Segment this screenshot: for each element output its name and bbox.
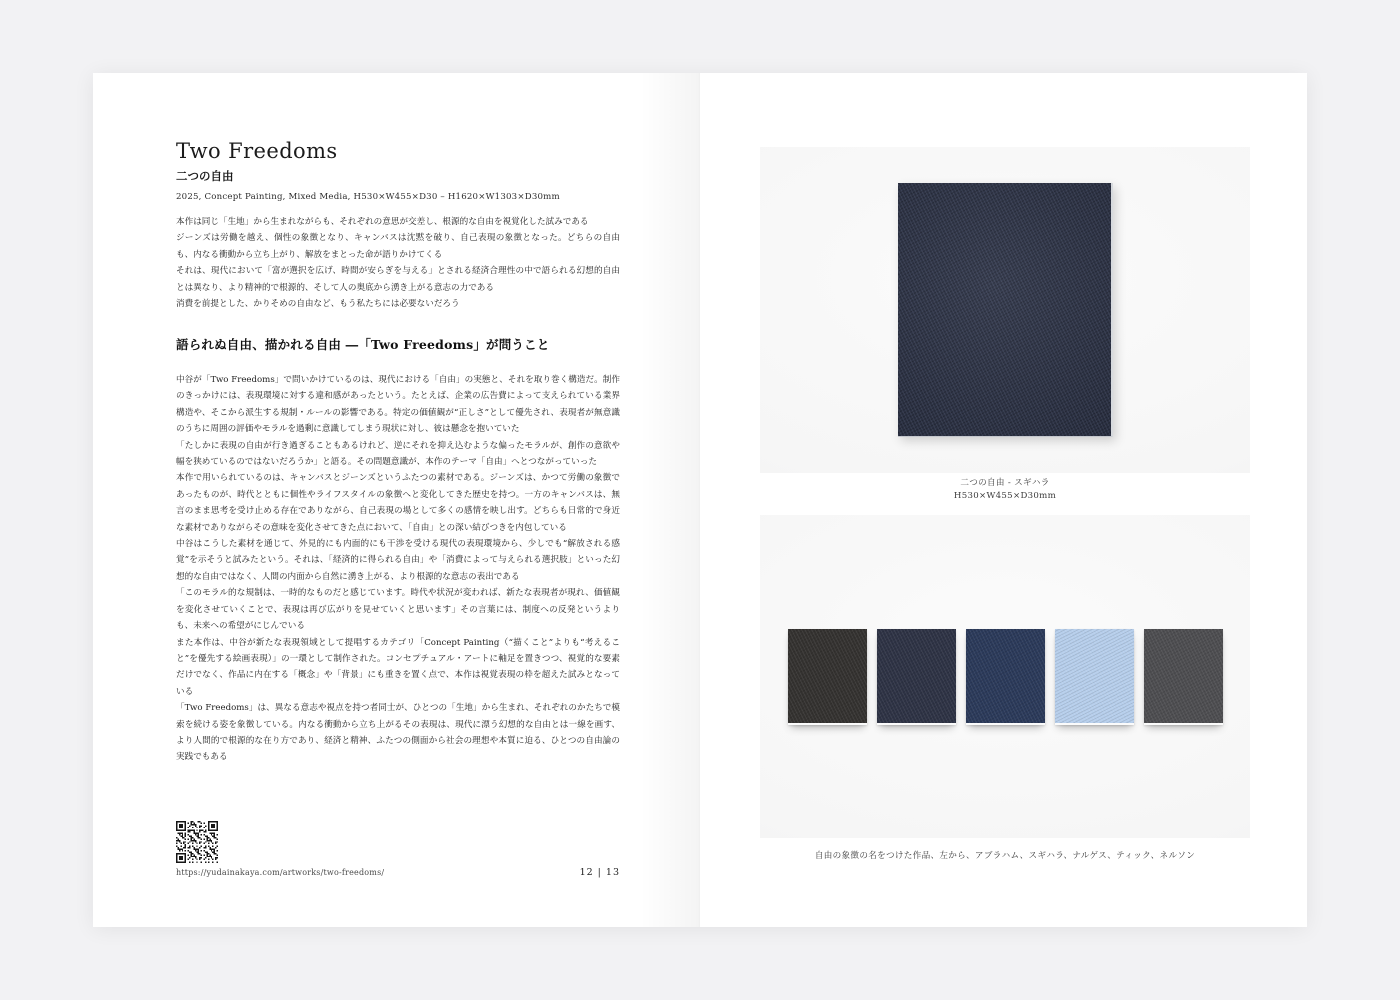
body-paragraph: 「Two Freedoms」は、異なる意志や視点を持つ者同士が、ひとつの「生地」から生まれ、それぞれのかたちで模索を続ける姿を象徴している。内なる衝動から立ち上がるその表現は、現代に漂う幻想的な自由とは一線を画す、より人間的で根源的な在り方であり、経済と精神、ふたつの側面から社会の理想や本質に迫る、ひとつの自由論の実践でもある [176, 703, 620, 763]
artwork-caption-dimensions: H530×W455×D30mm [953, 491, 1057, 501]
body-paragraph: 「このモラル的な規制は、一時的なものだと感じています。時代や状況が変われば、新たな表現者が現れ、価値観を変化させていくことで、表現は再び広がりを見せていくと思います」その言葉には、制度への反発というよりも、未来への希望がにじんでいる [176, 588, 620, 632]
body-paragraph: また本作は、中谷が新たな表現領域として提唱するカテゴリ「Concept Painting（“描くこと”よりも“考えること”を優先する絵画表現）」の一環として制作された。コンセプチュアル・アートに軸足を置きつつ、視覚的な要素だけでなく、作品に内在する「概念」や「背景」にも重きを置く点で、本作は視覚表現の枠を超えた試みとなっている [176, 637, 620, 697]
body-paragraph: 「たしかに表現の自由が行き過ぎることもあるけれど、逆にそれを抑え込むような偏ったモラルが、創作の意欲や幅を狭めているのではないだろうか」と語る。その問題意識が、本作のテーマ「自由」へとつながっていった [176, 440, 620, 468]
artwork-photo-panel [760, 147, 1250, 473]
page-subtitle-japanese: 二つの自由 [176, 169, 234, 183]
artwork-caption [760, 477, 1250, 503]
body-paragraph: 中谷はこうした素材を通じて、外見的にも内面的にも干渉を受ける現代の表現環境から、少しでも“解放される感覚”を示そうと試みたという。それは、「経済的に得られる自由」や「消費によって与えられる選択肢」といった幻想的な自由ではなく、人間の内面から自然に湧き上がる、より根源的な意志の表出である [176, 539, 620, 582]
body-paragraphs [176, 372, 620, 766]
body-paragraph: 中谷が「Two Freedoms」で問いかけているのは、現代における「自由」の実態と、それを取り巻く構造だ。制作のきっかけには、表現環境に対する違和感があったという。たとえば、企業の広告費によって支えられている業界構造や、そこから派生する規制・ルールの影響である。特定の価値観が“正しさ”として優先され、表現者が無意識のうちに周囲の評価やモラルを過剰に意識してしまう現状に対し、彼は懸念を抱いていた [176, 375, 620, 435]
footer-row [176, 867, 620, 878]
catalog-spread [93, 73, 1307, 927]
artwork-url-link[interactable]: https://yudainakaya.com/artworks/two-freedoms/ [176, 868, 385, 877]
intro-paragraph: ジーンズは労働を越え、個性の象徴となり、キャンバスは沈黙を破り、自己表現の象徴となった。どちらの自由も、内なる衝動から立ち上がり、解放をまとった命が語りかけてくる [176, 233, 620, 260]
swatch-caption: 自由の象徴の名をつけた作品、左から、アブラハム、スギハラ、ナルゲス、ティック、ネルソン [814, 851, 1196, 861]
intro-paragraph: 消費を前提とした、かりそめの自由など、もう私たちには必要ないだろう [176, 299, 460, 310]
intro-paragraph: 本作は同じ「生地」から生まれながらも、それぞれの意思が交差し、根源的な自由を視覚化した試みである [176, 217, 589, 227]
fabric-swatch [1144, 629, 1223, 725]
qr-code [176, 821, 218, 863]
section-heading: 語られぬ自由、描かれる自由 ―「Two Freedoms」が問うこと [176, 337, 550, 352]
page-title: Two Freedoms [176, 139, 338, 163]
fabric-swatch [966, 629, 1045, 725]
fabric-swatch [877, 629, 956, 725]
artwork-metadata: 2025, Concept Painting, Mixed Media, H530×W455×D30 – H1620×W1303×D30mm [176, 192, 560, 202]
artwork-caption-title: 二つの自由 - スギハラ [960, 478, 1050, 488]
fabric-swatch [788, 629, 867, 725]
denim-canvas-artwork [898, 183, 1113, 437]
body-paragraph: 本作で用いられているのは、キャンバスとジーンズというふたつの素材である。ジーンズは、かつて労働の象徴であったものが、時代とともに個性やライフスタイルの象徴へと変化してきた歴史を持つ。一方のキャンバスは、無言のまま思考を受け止める存在でありながら、自己表現の場として多くの感情を映し出す。どちらも日常的で身近な素材でありながらその意味を変化させてきた点において、「自由」との深い結びつきを内包している [176, 473, 620, 533]
fabric-swatch [1055, 629, 1134, 725]
page-seam [640, 73, 700, 927]
page-numbers: 12 | 13 [579, 867, 620, 878]
swatch-photo-panel [760, 515, 1250, 838]
intro-paragraphs [176, 214, 620, 312]
intro-paragraph: それは、現代において「富が選択を広げ、時間が安らぎを与える」とされる経済合理性の中で語られる幻想的自由とは異なり、より精神的で根源的、そして人の奥底から湧き上がる意志の力である [176, 266, 620, 293]
